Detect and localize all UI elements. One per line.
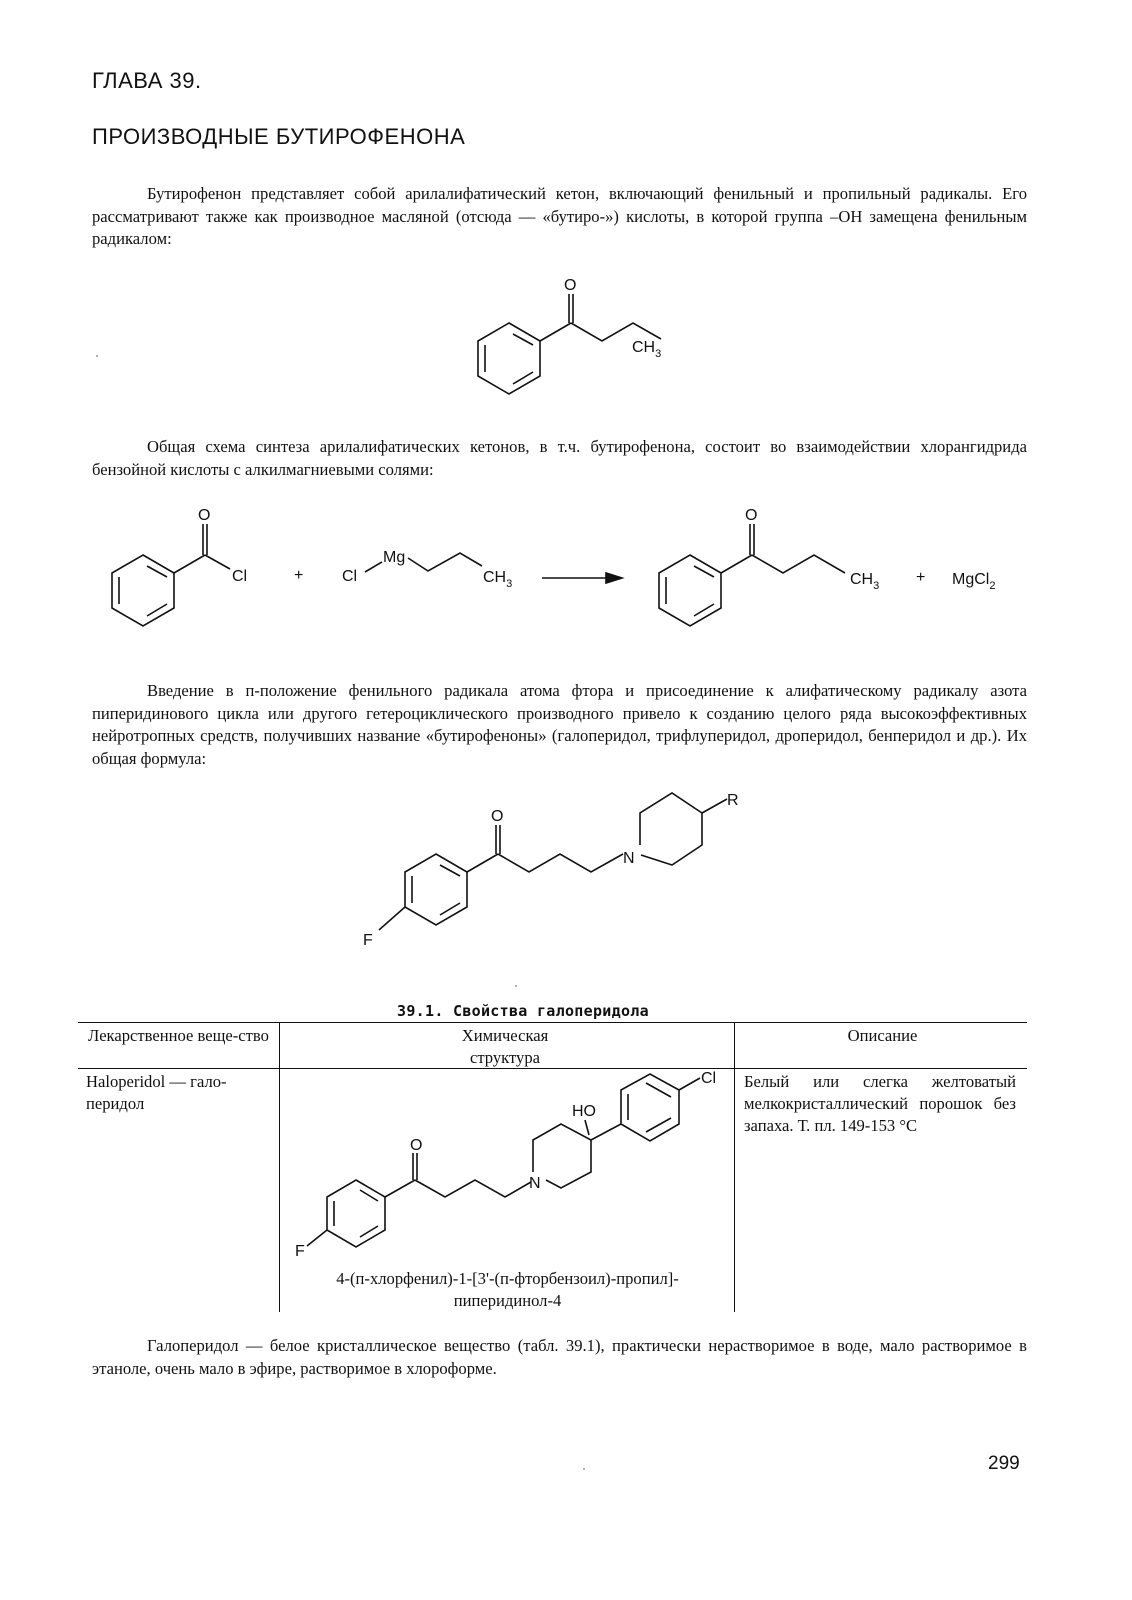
hydroxyl-label: HO <box>572 1103 596 1120</box>
paragraph-fluoro: Введение в п-положение фенильного радикала атома фтора и присоединение к алифатическому радикалу азота пиперидинового цикла или другого гетероциклического производного привело к созданию целого ряда высокоэффективных нейротропных средств, получивших название «бутирофеноны» (галоперидол, трифлуперидол, дроперидол, бенперидол и др.). Их общая формула: <box>92 681 1027 768</box>
cl-label-2: Cl <box>342 568 358 585</box>
haloperidol-structure <box>285 1068 730 1258</box>
scan-speck <box>96 355 98 357</box>
table-caption: 39.1. Свойства галоперидола <box>397 1002 649 1020</box>
cl-label-1: Cl <box>232 568 248 585</box>
carbonyl-o-label: O <box>564 277 577 294</box>
scan-speck <box>583 1468 585 1470</box>
fluorine-label: F <box>363 932 373 949</box>
paragraph-intro: Бутирофенон представляет собой арилалифатический кетон, включающий фенильный и пропильный радикалы. Его рассматривают также как производное масляной (отсюда — «бутиро-») кислоты, в которой группа –ОН замещена фенильным радикалом: <box>92 184 1027 248</box>
table-top-border <box>78 1022 1027 1023</box>
methyl-label-b: $CH_3$ <box>850 571 880 592</box>
reaction-scheme <box>90 500 1030 650</box>
chapter-heading: ГЛАВА 39. <box>92 68 202 93</box>
table-col-divider-2 <box>734 1022 735 1312</box>
table-col-divider-1 <box>279 1022 280 1312</box>
paragraph-synthesis: Общая схема синтеза арилалифатических кетонов, в т.ч. бутирофенона, состоит во взаимодействии хлорангидрида бензойной кислоты с алкилмагниевыми солями: <box>92 437 1027 479</box>
nitrogen-label: N <box>529 1175 541 1192</box>
table-cell-chemical-name: 4-(п-хлорфенил)-1-[3'-(п-фторбензоил)-пропил]-пиперидинол-4 <box>336 1269 679 1310</box>
r-group-label: R <box>727 792 739 809</box>
methyl-label-a: $CH_3$ <box>483 569 513 590</box>
nitrogen-label: N <box>623 850 635 867</box>
paragraph-properties: Галоперидол — белое кристаллическое вещество (табл. 39.1), практически нерастворимое в воде, мало растворимое в этаноле, очень мало в эфире, растворимое в хлороформе. <box>92 1336 1027 1378</box>
mg-label: Mg <box>383 549 406 566</box>
chlorine-label: Cl <box>701 1070 717 1087</box>
table-header-drug: Лекарственное веще-ство <box>88 1026 269 1045</box>
general-formula-structure <box>355 785 775 955</box>
methyl-label: $CH_3$ <box>632 339 662 360</box>
chapter-title: ПРОИЗВОДНЫЕ БУТИРОФЕНОНА <box>92 124 466 149</box>
butyrophenone-structure <box>430 270 690 420</box>
table-cell-drug-name: Haloperidol — гало-перидол <box>86 1072 227 1113</box>
carbonyl-o-label: O <box>491 808 504 825</box>
carbonyl-o-label: O <box>410 1137 423 1154</box>
table-header-structure: Химическая структура <box>461 1026 549 1067</box>
plus-1: + <box>294 567 304 584</box>
table-cell-description: Белый или слегка желтоватый мелкокристаллический порошок без запаха. Т. пл. 149-153 °С <box>744 1072 1016 1135</box>
page-number: 299 <box>988 1453 1020 1474</box>
plus-2: + <box>916 569 926 586</box>
table-header-description: Описание <box>847 1026 918 1045</box>
mgcl2-label: MgCl$_2$ <box>952 571 996 592</box>
scan-speck <box>515 985 517 987</box>
o-label-2: O <box>745 507 758 524</box>
o-label-1: O <box>198 507 211 524</box>
fluorine-label: F <box>295 1243 305 1260</box>
